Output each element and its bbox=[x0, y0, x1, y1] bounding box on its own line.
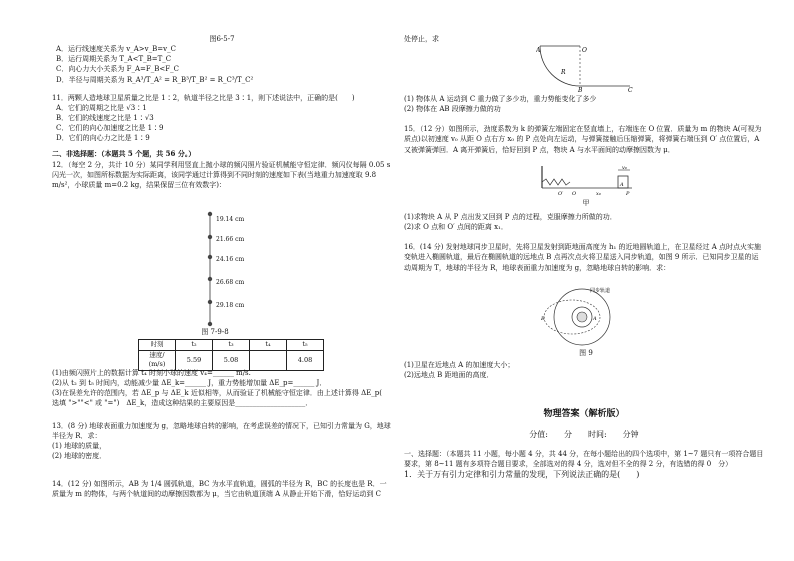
q15-part-1: (1)求物块 A 从 P 点出发又回到 P 点的过程，克服摩擦力所做的功． bbox=[404, 213, 617, 221]
spring-block-figure bbox=[538, 162, 634, 196]
question-13: 13．(8 分) 地球表面重力加速度为 g，忽略地球自转的影响，在考虑误差的情况下，已知引力常量为 G，地球半径为 R．求： bbox=[52, 421, 391, 440]
q16-part-2: (2)远地点 B 距地面的高度． bbox=[404, 371, 494, 380]
question-1: 1．关于万有引力定律和引力常量的发现，下列说法正确的是( ) bbox=[404, 470, 640, 480]
question-15: 15．（12 分）如图所示，劲度系数为 k 的弹簧左端固定在竖直墙上，右端连在 O 位置．质量为 m 的物块 A(可视为质点)以初速度 v₀ 从距 O 点右方 x₀ 的 P 点处向左运动，与弹簧接触后压缩弹簧，将弹簧右端压到 O′ 点位置后，A 又被弹簧弹回．A 离开弹簧后，恰好回到 P 点，物块 A 与水平面间的动摩擦因数为 μ． bbox=[404, 125, 762, 154]
svg-text:B: B bbox=[541, 316, 545, 322]
option-c: C．向心力大小关系为 F_A=F_B<F_C bbox=[56, 65, 179, 74]
question-11: 11．两颗人造地球卫星质量之比是 1∶2，轨道半径之比是 3∶1，则下述说法中，正确的是( ) bbox=[52, 93, 355, 102]
right-column-q16-parts bbox=[404, 360, 764, 481]
svg-text:C: C bbox=[628, 87, 633, 92]
svg-text:B: B bbox=[578, 87, 583, 92]
q11-option-b: B．它们的线速度之比是 1∶√3 bbox=[56, 113, 154, 122]
svg-text:x₀: x₀ bbox=[596, 191, 601, 196]
svg-text:v₀: v₀ bbox=[622, 165, 627, 171]
distance-label-1: 19.14 cm bbox=[216, 216, 245, 223]
velocity-table bbox=[138, 339, 324, 371]
question-16: 16．(14 分) 发射地球同步卫星时，先将卫星发射到距地面高度为 h₁ 的近地圆轨道上，在卫星经过 A 点时点火实施变轨进入椭圆轨道，最后在椭圆轨道的远地点 B 点再次点火将卫星送入同步轨道，如图 9 所示．已知同步卫星的运动周期为 T，地球的半径为 R，地球表面重力加速度为 g，忽略地球自转的影响．求： bbox=[404, 243, 761, 272]
distance-label-4: 26.68 cm bbox=[216, 279, 245, 286]
cell-v3: 5.08 bbox=[213, 351, 250, 371]
table-header-t5: t₅ bbox=[287, 340, 324, 351]
left-column bbox=[52, 34, 392, 190]
cell-v5: 4.08 bbox=[287, 351, 324, 371]
table-header-t4: t₄ bbox=[250, 340, 287, 351]
q11-option-a: A．它们的周期之比是 √3∶1 bbox=[56, 103, 147, 112]
cell-v2: 5.59 bbox=[176, 351, 213, 371]
q11-option-c: C．它们的向心加速度之比是 1∶9 bbox=[56, 124, 164, 133]
arc-track-figure bbox=[536, 42, 636, 92]
q13-part-2: (2) 地球的密度． bbox=[52, 451, 107, 460]
table-label-velocity: 速度/ (m/s) bbox=[139, 351, 176, 371]
table-header-t3: t₃ bbox=[213, 340, 250, 351]
ball-t4 bbox=[208, 277, 212, 281]
svg-text:P: P bbox=[626, 191, 630, 196]
svg-text:A: A bbox=[593, 316, 597, 322]
svg-text:O′: O′ bbox=[558, 191, 564, 196]
section-2-heading: 二、非选择题：（本题共 5 个题，共 56 分。） bbox=[52, 149, 196, 159]
figure-caption-jia: 甲 bbox=[582, 199, 590, 207]
figure-caption-6-5-7: 图6-5-7 bbox=[209, 35, 235, 43]
answer-title: 物理答案（解析版） bbox=[543, 409, 625, 420]
strobe-photo-figure bbox=[190, 208, 270, 330]
option-a: A．运行线速度关系为 v_A>v_B=v_C bbox=[56, 45, 176, 54]
distance-label-3: 24.16 cm bbox=[216, 256, 245, 263]
table-header-t2: t₂ bbox=[176, 340, 213, 351]
svg-text:A: A bbox=[536, 47, 541, 54]
section-1-heading: 一、选择题：（本题共 11 小题，每小题 4 分，共 44 分，在每小题给出的四个选项中，第 1~7 题只有一项符合题目要求，第 8~11 题有多项符合题目要求，全部选对的得 4 分，选对但不全的得 2 分，有选错的得 0 分） bbox=[404, 449, 764, 469]
q12-part-2: (2)从 t₂ 到 t₅ 时间内，动能减少量 ΔE_k=______ J，重力势能增加量 ΔE_p=______ J． bbox=[52, 379, 327, 388]
figure-caption-9: 图 9 bbox=[579, 349, 593, 357]
ball-t1 bbox=[208, 212, 212, 216]
table-header-time: 时刻 bbox=[139, 340, 176, 351]
q11-option-d: D．它们的向心力之比是 1∶9 bbox=[56, 134, 150, 143]
svg-text:A: A bbox=[620, 182, 624, 188]
figure-caption-7-9-8: 图 7-9-8 bbox=[201, 328, 229, 336]
q14-continued: 处停止，求 bbox=[404, 35, 439, 43]
question-12: 12．（每空 2 分，共计 10 分）某同学利用竖直上抛小球的频闪照片验证机械能守恒定律．频闪仪每隔 0.05 s 闪光一次，如图所标数据为实际距离，该同学通过计算得到不同时刻的速度如下表(当地重力加速度取 9.8 m/s²，小球质量 m=0.2 kg，结果保留三位有效数字)： bbox=[52, 160, 391, 189]
q12-part-3: (3)在误差允许的范围内，若 ΔE_p 与 ΔE_k 近似相等，从而验证了机械能守恒定律．由上述计算得 ΔE_p( 选填 ">""<" 或 "=") ΔE_k，造成这种结果的主要原因是____________________． bbox=[52, 389, 396, 408]
q14-part-1: (1) 物体从 A 运动到 C 重力做了多少功，重力势能变化了多少 bbox=[404, 95, 597, 103]
q14-part-2: (2) 物体在 AB 段摩擦力做的功 bbox=[404, 105, 501, 114]
q15-part-2: (2)求 O 点和 O′ 点间的距离 x₁． bbox=[404, 223, 508, 232]
table-row bbox=[139, 340, 324, 351]
ball-t6 bbox=[208, 322, 212, 326]
left-column-lower bbox=[52, 368, 396, 499]
distance-label-5: 29.18 cm bbox=[216, 302, 245, 309]
ball-t5 bbox=[208, 300, 212, 304]
q13-part-1: (1) 地球的质量， bbox=[52, 441, 107, 450]
option-d: D．半径与周期关系为 R_A³/T_A² = R_B³/T_B² = R_C³/T_C² bbox=[56, 75, 254, 84]
svg-text:O: O bbox=[572, 191, 577, 196]
right-column-q14-parts bbox=[404, 94, 764, 155]
svg-text:同步轨道: 同步轨道 bbox=[590, 288, 611, 294]
distance-label-2: 21.66 cm bbox=[216, 236, 245, 243]
svg-text:O: O bbox=[582, 47, 587, 54]
right-column-q15-parts bbox=[404, 212, 764, 273]
svg-text:R: R bbox=[561, 69, 566, 76]
option-b: B．运行周期关系为 T_A<T_B=T_C bbox=[56, 55, 172, 64]
ball-t2 bbox=[208, 235, 212, 239]
q12-part-1: (1)由频闪照片上的数据计算 t₄ 时刻小球的速度 v₄=______ m/s. bbox=[52, 369, 251, 377]
orbit-figure bbox=[526, 284, 646, 348]
q16-part-1: (1)卫星在近地点 A 的加速度大小； bbox=[404, 361, 515, 369]
question-14: 14．(12 分) 如图所示，AB 为 1/4 圆弧轨道，BC 为水平直轨道，圆弧的半径为 R，BC 的长度也是 R．一质量为 m 的物体，与两个轨道间的动摩擦因数都为 μ，当它由轨道顶端 A 从静止开始下滑，恰好运动到 C bbox=[52, 480, 387, 499]
ball-t3 bbox=[208, 255, 212, 259]
score-time-line: 分值: 分 时间: 分钟 bbox=[529, 430, 639, 440]
